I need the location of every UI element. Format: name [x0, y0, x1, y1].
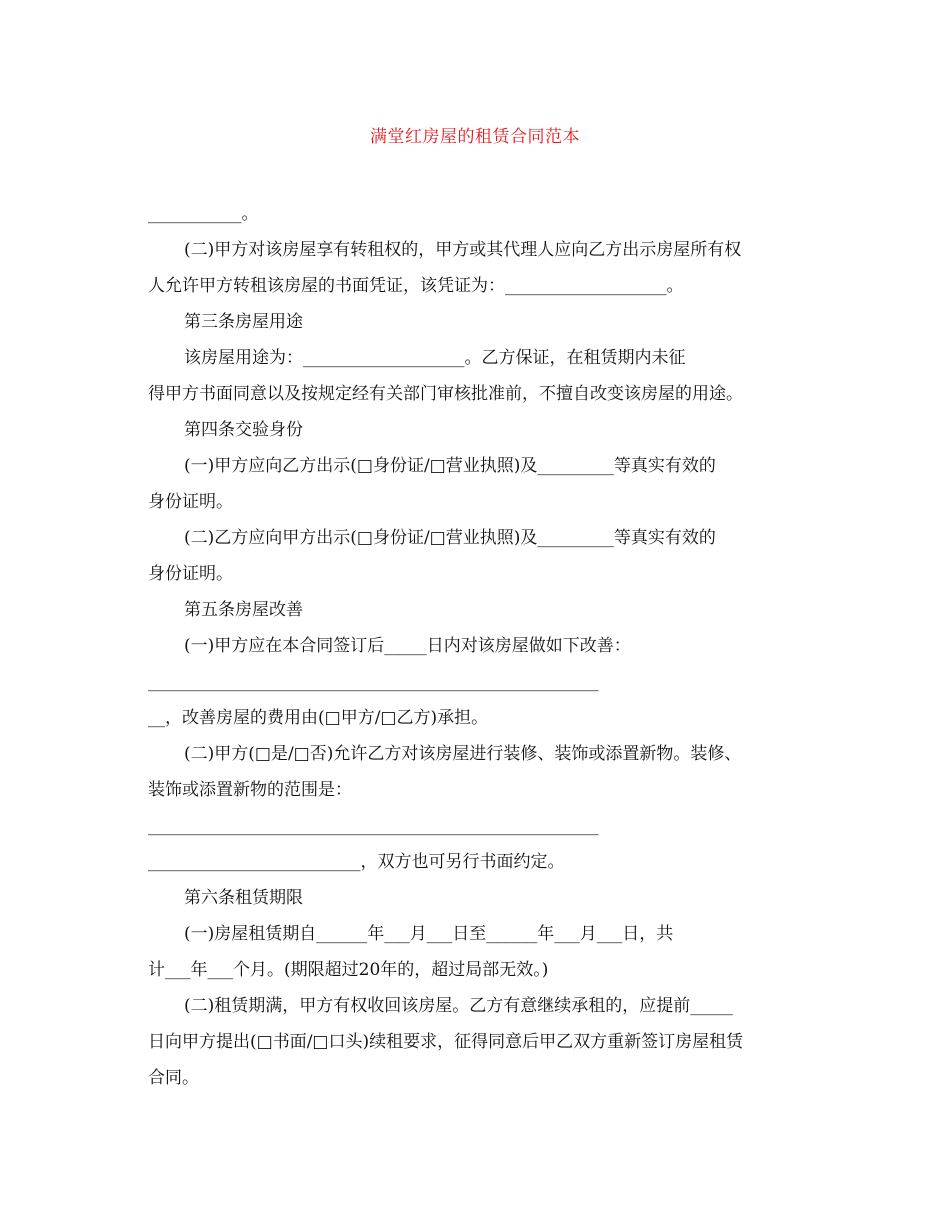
text-line: 人允许甲方转租该房屋的书面凭证，该凭证为：___________________。	[148, 276, 684, 296]
text-line: 日向甲方提出(□书面/□口头)续租要求，征得同意后甲乙双方重新签订房屋租赁	[148, 1032, 744, 1052]
text-line: ___________。	[148, 204, 259, 224]
text-line: _________________________，双方也可另行书面约定。	[148, 852, 565, 872]
text-line: _____________________________________________________	[148, 816, 599, 836]
text-line: 第五条房屋改善	[184, 600, 303, 620]
text-line: 第三条房屋用途	[184, 312, 303, 332]
document-title: 满堂红房屋的租赁合同范本	[370, 127, 580, 147]
text-line: 得甲方书面同意以及按规定经有关部门审核批准前，不擅自改变该房屋的用途。	[148, 384, 743, 404]
text-line: 装饰或添置新物的范围是：	[148, 780, 352, 800]
document-body	[148, 196, 808, 1096]
text-line: (一)甲方应在本合同签订后_____日内对该房屋做如下改善：	[184, 636, 631, 656]
text-line: __，改善房屋的费用由(□甲方/□乙方)承担。	[148, 708, 489, 728]
text-line: (二)甲方对该房屋享有转租权的，甲方或其代理人应向乙方出示房屋所有权	[184, 240, 742, 260]
text-line: (一)房屋租赁期自______年___月___日至______年___月___日，共	[184, 924, 674, 944]
text-line: 计___年___个月。(期限超过20年的，超过局部无效。)	[148, 960, 549, 980]
text-line: (一)甲方应向乙方出示(□身份证/□营业执照)及_________等真实有效的	[184, 456, 716, 476]
text-line: 合同。	[148, 1068, 199, 1088]
text-line: 第六条租赁期限	[184, 888, 303, 908]
text-line: 第四条交验身份	[184, 420, 303, 440]
text-line: 身份证明。	[148, 564, 233, 584]
text-line: 身份证明。	[148, 492, 233, 512]
text-line: _____________________________________________________	[148, 672, 599, 692]
text-line: 该房屋用途为：___________________。乙方保证，在租赁期内未征	[184, 348, 686, 368]
text-line: (二)租赁期满，甲方有权收回该房屋。乙方有意继续承租的，应提前_____	[184, 996, 733, 1016]
text-line: (二)乙方应向甲方出示(□身份证/□营业执照)及_________等真实有效的	[184, 528, 716, 548]
text-line: (二)甲方(□是/□否)允许乙方对该房屋进行装修、装饰或添置新物。装修、	[184, 744, 742, 764]
